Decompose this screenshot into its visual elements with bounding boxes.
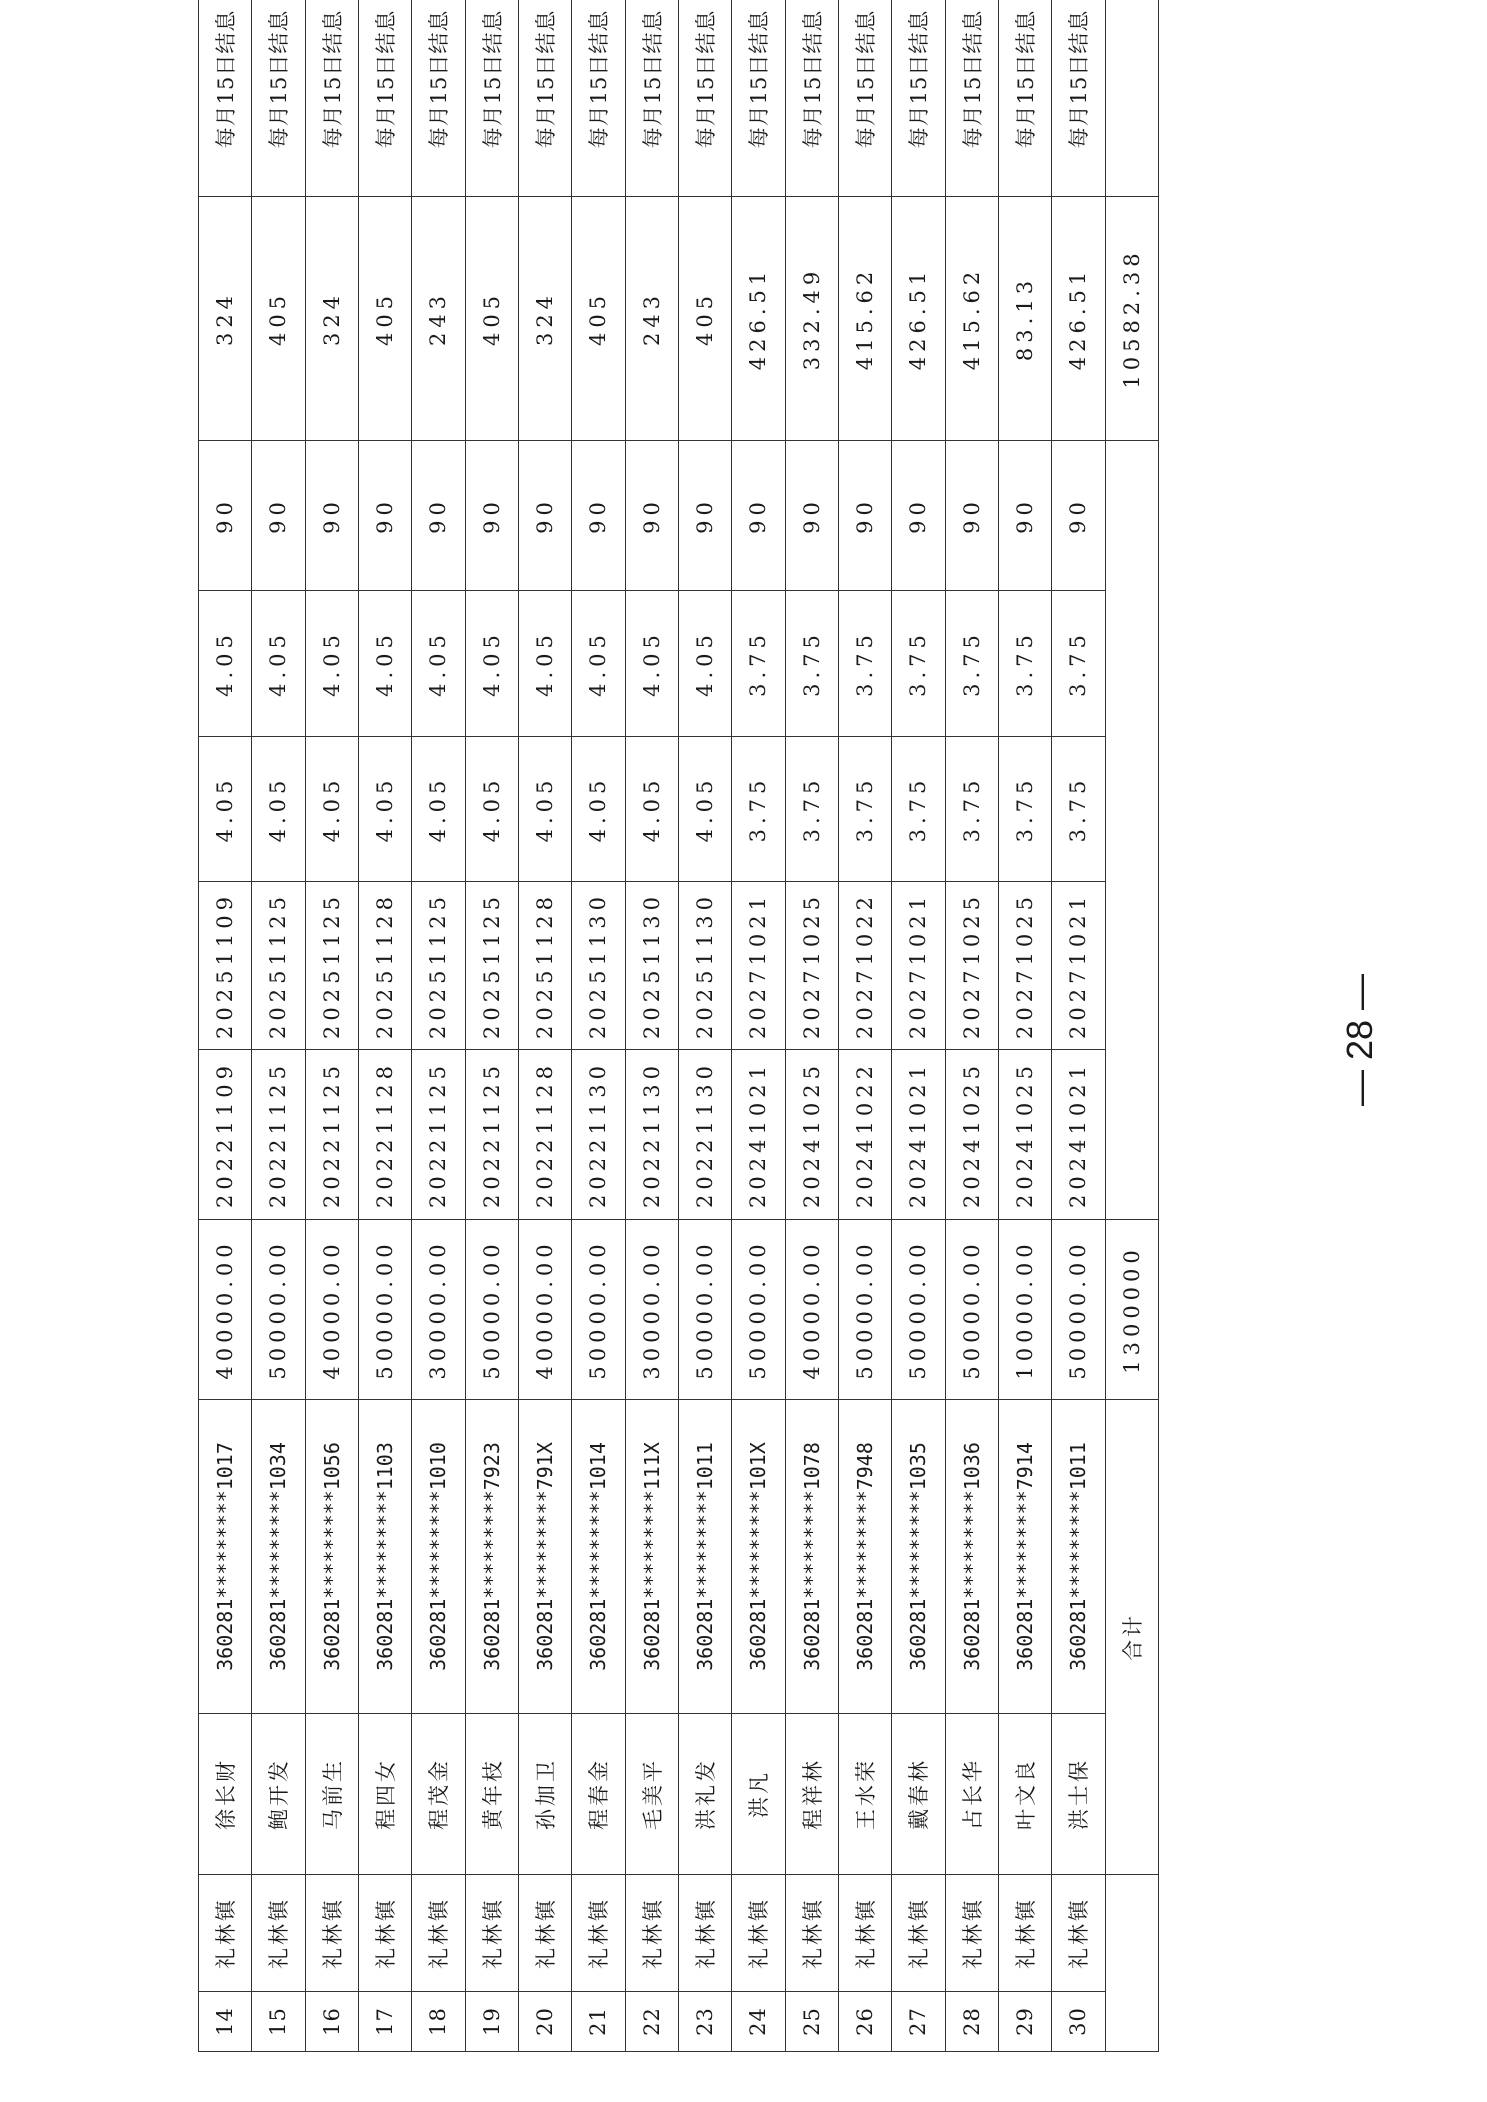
cell-settlement: 每月15日结息 (678, 0, 731, 197)
cell-amount: 50000.00 (252, 1220, 305, 1400)
table-row (998, 0, 1051, 2052)
total-empty-right (1105, 0, 1158, 197)
cell-days: 90 (199, 441, 252, 591)
cell-settlement: 每月15日结息 (838, 0, 891, 197)
cell-town: 礼林镇 (465, 1875, 518, 1992)
cell-rate: 4.05 (412, 737, 465, 882)
cell-rate: 4.05 (252, 737, 305, 882)
cell-town: 礼林镇 (358, 1875, 411, 1992)
cell-no: 21 (572, 1992, 625, 2052)
table-row (199, 0, 252, 2052)
total-amount: 1300000 (1105, 1220, 1158, 1400)
cell-id: 360281*********111X (625, 1400, 678, 1714)
cell-no: 27 (892, 1992, 945, 2052)
cell-end-date: 20251125 (252, 882, 305, 1050)
cell-name: 黄年枝 (465, 1714, 518, 1875)
table-row (1052, 0, 1105, 2052)
table-row (518, 0, 571, 2052)
cell-settlement: 每月15日结息 (945, 0, 998, 197)
table-row (945, 0, 998, 2052)
cell-rate-actual: 4.05 (625, 591, 678, 737)
cell-name: 王水荣 (838, 1714, 891, 1875)
cell-amount: 50000.00 (892, 1220, 945, 1400)
cell-town: 礼林镇 (412, 1875, 465, 1992)
cell-rate: 4.05 (305, 737, 358, 882)
cell-start-date: 20221125 (252, 1050, 305, 1220)
total-row (1105, 0, 1158, 2052)
cell-town: 礼林镇 (518, 1875, 571, 1992)
cell-town: 礼林镇 (572, 1875, 625, 1992)
cell-start-date: 20241025 (945, 1050, 998, 1220)
cell-start-date: 20241021 (732, 1050, 785, 1220)
cell-days: 90 (732, 441, 785, 591)
cell-rate: 3.75 (945, 737, 998, 882)
cell-settlement: 每月15日结息 (412, 0, 465, 197)
cell-no: 19 (465, 1992, 518, 2052)
cell-interest: 324 (305, 197, 358, 441)
table-row (838, 0, 891, 2052)
cell-town: 礼林镇 (1052, 1875, 1105, 1992)
cell-name: 叶文良 (998, 1714, 1051, 1875)
table-body (199, 0, 1159, 2052)
cell-interest: 426.51 (732, 197, 785, 441)
cell-end-date: 20251130 (572, 882, 625, 1050)
cell-no: 26 (838, 1992, 891, 2052)
cell-settlement: 每月15日结息 (998, 0, 1051, 197)
total-interest: 10582.38 (1105, 197, 1158, 441)
cell-id: 360281*********7914 (998, 1400, 1051, 1714)
cell-end-date: 20251109 (199, 882, 252, 1050)
cell-id: 360281*********1103 (358, 1400, 411, 1714)
cell-end-date: 20271021 (892, 882, 945, 1050)
table-row (785, 0, 838, 2052)
cell-settlement: 每月15日结息 (358, 0, 411, 197)
cell-amount: 50000.00 (945, 1220, 998, 1400)
cell-start-date: 20221130 (678, 1050, 731, 1220)
cell-end-date: 20271025 (945, 882, 998, 1050)
cell-amount: 40000.00 (199, 1220, 252, 1400)
table-row (465, 0, 518, 2052)
cell-start-date: 20241021 (892, 1050, 945, 1220)
cell-rate-actual: 4.05 (305, 591, 358, 737)
cell-days: 90 (572, 441, 625, 591)
cell-settlement: 每月15日结息 (572, 0, 625, 197)
cell-amount: 30000.00 (412, 1220, 465, 1400)
cell-end-date: 20271025 (785, 882, 838, 1050)
table-row (572, 0, 625, 2052)
cell-settlement: 每月15日结息 (305, 0, 358, 197)
cell-interest: 324 (199, 197, 252, 441)
cell-rate-actual: 3.75 (785, 591, 838, 737)
cell-no: 28 (945, 1992, 998, 2052)
cell-id: 360281*********1036 (945, 1400, 998, 1714)
cell-days: 90 (945, 441, 998, 591)
cell-interest: 243 (412, 197, 465, 441)
cell-interest: 426.51 (1052, 197, 1105, 441)
cell-rate: 3.75 (892, 737, 945, 882)
cell-end-date: 20271021 (732, 882, 785, 1050)
cell-rate: 3.75 (998, 737, 1051, 882)
cell-rate-actual: 3.75 (892, 591, 945, 737)
cell-start-date: 20241022 (838, 1050, 891, 1220)
cell-end-date: 20271025 (998, 882, 1051, 1050)
table-row (678, 0, 731, 2052)
cell-settlement: 每月15日结息 (518, 0, 571, 197)
cell-town: 礼林镇 (678, 1875, 731, 1992)
cell-interest: 405 (252, 197, 305, 441)
cell-town: 礼林镇 (199, 1875, 252, 1992)
cell-name: 程茂金 (412, 1714, 465, 1875)
cell-name: 孙加卫 (518, 1714, 571, 1875)
cell-rate: 4.05 (678, 737, 731, 882)
cell-no: 15 (252, 1992, 305, 2052)
cell-interest: 405 (358, 197, 411, 441)
cell-no: 16 (305, 1992, 358, 2052)
cell-rate-actual: 4.05 (199, 591, 252, 737)
cell-amount: 40000.00 (305, 1220, 358, 1400)
cell-interest: 405 (572, 197, 625, 441)
cell-start-date: 20221130 (625, 1050, 678, 1220)
cell-no: 23 (678, 1992, 731, 2052)
cell-settlement: 每月15日结息 (785, 0, 838, 197)
total-empty-left (1105, 1875, 1158, 2052)
cell-start-date: 20241025 (785, 1050, 838, 1220)
table-row (305, 0, 358, 2052)
cell-rate-actual: 4.05 (412, 591, 465, 737)
cell-amount: 50000.00 (572, 1220, 625, 1400)
cell-amount: 50000.00 (465, 1220, 518, 1400)
cell-rate: 4.05 (199, 737, 252, 882)
cell-id: 360281*********1014 (572, 1400, 625, 1714)
cell-days: 90 (785, 441, 838, 591)
table-row (892, 0, 945, 2052)
cell-amount: 40000.00 (785, 1220, 838, 1400)
cell-town: 礼林镇 (252, 1875, 305, 1992)
cell-settlement: 每月15日结息 (625, 0, 678, 197)
total-empty-dates (1105, 441, 1158, 1220)
cell-days: 90 (252, 441, 305, 591)
cell-settlement: 每月15日结息 (732, 0, 785, 197)
cell-name: 洪士保 (1052, 1714, 1105, 1875)
cell-end-date: 20251128 (358, 882, 411, 1050)
cell-end-date: 20251130 (678, 882, 731, 1050)
cell-name: 占长华 (945, 1714, 998, 1875)
cell-name: 程祥林 (785, 1714, 838, 1875)
cell-name: 徐长财 (199, 1714, 252, 1875)
cell-town: 礼林镇 (892, 1875, 945, 1992)
cell-interest: 426.51 (892, 197, 945, 441)
cell-name: 马前生 (305, 1714, 358, 1875)
cell-settlement: 每月15日结息 (199, 0, 252, 197)
cell-rate-actual: 3.75 (945, 591, 998, 737)
cell-rate: 4.05 (465, 737, 518, 882)
cell-days: 90 (678, 441, 731, 591)
cell-interest: 243 (625, 197, 678, 441)
cell-end-date: 20271022 (838, 882, 891, 1050)
cell-rate-actual: 4.05 (252, 591, 305, 737)
cell-rate-actual: 4.05 (572, 591, 625, 737)
cell-end-date: 20251125 (465, 882, 518, 1050)
cell-no: 17 (358, 1992, 411, 2052)
cell-id: 360281*********1056 (305, 1400, 358, 1714)
cell-start-date: 20221125 (465, 1050, 518, 1220)
cell-days: 90 (838, 441, 891, 591)
table-row (732, 0, 785, 2052)
cell-rate-actual: 3.75 (838, 591, 891, 737)
cell-id: 360281*********1034 (252, 1400, 305, 1714)
cell-rate: 4.05 (572, 737, 625, 882)
cell-rate-actual: 3.75 (1052, 591, 1105, 737)
cell-amount: 10000.00 (998, 1220, 1051, 1400)
cell-rate-actual: 4.05 (465, 591, 518, 737)
cell-rate: 3.75 (732, 737, 785, 882)
cell-days: 90 (998, 441, 1051, 591)
table-row (358, 0, 411, 2052)
cell-start-date: 20241025 (998, 1050, 1051, 1220)
cell-id: 360281*********791X (518, 1400, 571, 1714)
cell-days: 90 (465, 441, 518, 591)
cell-id: 360281*********1011 (678, 1400, 731, 1714)
cell-interest: 415.62 (838, 197, 891, 441)
cell-id: 360281*********1078 (785, 1400, 838, 1714)
cell-days: 90 (358, 441, 411, 591)
cell-id: 360281*********1017 (199, 1400, 252, 1714)
rotated-table-container (198, 9, 1158, 2052)
cell-interest: 83.13 (998, 197, 1051, 441)
cell-settlement: 每月15日结息 (892, 0, 945, 197)
cell-interest: 324 (518, 197, 571, 441)
cell-rate: 3.75 (838, 737, 891, 882)
cell-start-date: 20221130 (572, 1050, 625, 1220)
cell-town: 礼林镇 (998, 1875, 1051, 1992)
cell-days: 90 (892, 441, 945, 591)
cell-start-date: 20221125 (412, 1050, 465, 1220)
cell-rate-actual: 3.75 (998, 591, 1051, 737)
cell-name: 洪凡 (732, 1714, 785, 1875)
cell-settlement: 每月15日结息 (252, 0, 305, 197)
cell-settlement: 每月15日结息 (1052, 0, 1105, 197)
cell-rate-actual: 4.05 (678, 591, 731, 737)
cell-rate: 4.05 (625, 737, 678, 882)
cell-id: 360281*********7923 (465, 1400, 518, 1714)
cell-days: 90 (625, 441, 678, 591)
cell-start-date: 20241021 (1052, 1050, 1105, 1220)
cell-days: 90 (518, 441, 571, 591)
cell-town: 礼林镇 (838, 1875, 891, 1992)
cell-no: 22 (625, 1992, 678, 2052)
cell-no: 30 (1052, 1992, 1105, 2052)
cell-name: 戴春林 (892, 1714, 945, 1875)
cell-start-date: 20221125 (305, 1050, 358, 1220)
cell-amount: 50000.00 (1052, 1220, 1105, 1400)
cell-id: 360281*********101X (732, 1400, 785, 1714)
loan-interest-table (198, 0, 1159, 2052)
cell-end-date: 20251128 (518, 882, 571, 1050)
cell-end-date: 20271021 (1052, 882, 1105, 1050)
cell-no: 18 (412, 1992, 465, 2052)
total-label: 合计 (1105, 1400, 1158, 1875)
cell-rate-actual: 3.75 (732, 591, 785, 737)
cell-town: 礼林镇 (305, 1875, 358, 1992)
cell-name: 程春金 (572, 1714, 625, 1875)
cell-start-date: 20221128 (358, 1050, 411, 1220)
cell-amount: 40000.00 (518, 1220, 571, 1400)
table-row (412, 0, 465, 2052)
cell-no: 20 (518, 1992, 571, 2052)
cell-town: 礼林镇 (732, 1875, 785, 1992)
cell-rate: 4.05 (518, 737, 571, 882)
cell-start-date: 20221109 (199, 1050, 252, 1220)
cell-end-date: 20251125 (305, 882, 358, 1050)
cell-amount: 30000.00 (625, 1220, 678, 1400)
table-row (625, 0, 678, 2052)
cell-rate: 4.05 (358, 737, 411, 882)
cell-end-date: 20251125 (412, 882, 465, 1050)
cell-amount: 50000.00 (678, 1220, 731, 1400)
cell-no: 25 (785, 1992, 838, 2052)
cell-town: 礼林镇 (945, 1875, 998, 1992)
cell-id: 360281*********1010 (412, 1400, 465, 1714)
cell-town: 礼林镇 (625, 1875, 678, 1992)
cell-rate-actual: 4.05 (518, 591, 571, 737)
cell-interest: 405 (678, 197, 731, 441)
cell-name: 洪礼发 (678, 1714, 731, 1875)
cell-id: 360281*********1011 (1052, 1400, 1105, 1714)
cell-amount: 50000.00 (732, 1220, 785, 1400)
cell-settlement: 每月15日结息 (465, 0, 518, 197)
cell-rate: 3.75 (1052, 737, 1105, 882)
cell-interest: 405 (465, 197, 518, 441)
cell-town: 礼林镇 (785, 1875, 838, 1992)
cell-name: 鲍开发 (252, 1714, 305, 1875)
cell-rate: 3.75 (785, 737, 838, 882)
page-number: — 28 — (1339, 973, 1380, 1107)
cell-name: 程四女 (358, 1714, 411, 1875)
cell-id: 360281*********1035 (892, 1400, 945, 1714)
cell-end-date: 20251130 (625, 882, 678, 1050)
cell-days: 90 (1052, 441, 1105, 591)
cell-id: 360281*********7948 (838, 1400, 891, 1714)
cell-no: 24 (732, 1992, 785, 2052)
cell-interest: 332.49 (785, 197, 838, 441)
cell-no: 29 (998, 1992, 1051, 2052)
cell-days: 90 (305, 441, 358, 591)
cell-amount: 50000.00 (358, 1220, 411, 1400)
cell-start-date: 20221128 (518, 1050, 571, 1220)
cell-name: 毛美平 (625, 1714, 678, 1875)
cell-interest: 415.62 (945, 197, 998, 441)
table-row (252, 0, 305, 2052)
cell-no: 14 (199, 1992, 252, 2052)
cell-amount: 50000.00 (838, 1220, 891, 1400)
cell-rate-actual: 4.05 (358, 591, 411, 737)
cell-days: 90 (412, 441, 465, 591)
